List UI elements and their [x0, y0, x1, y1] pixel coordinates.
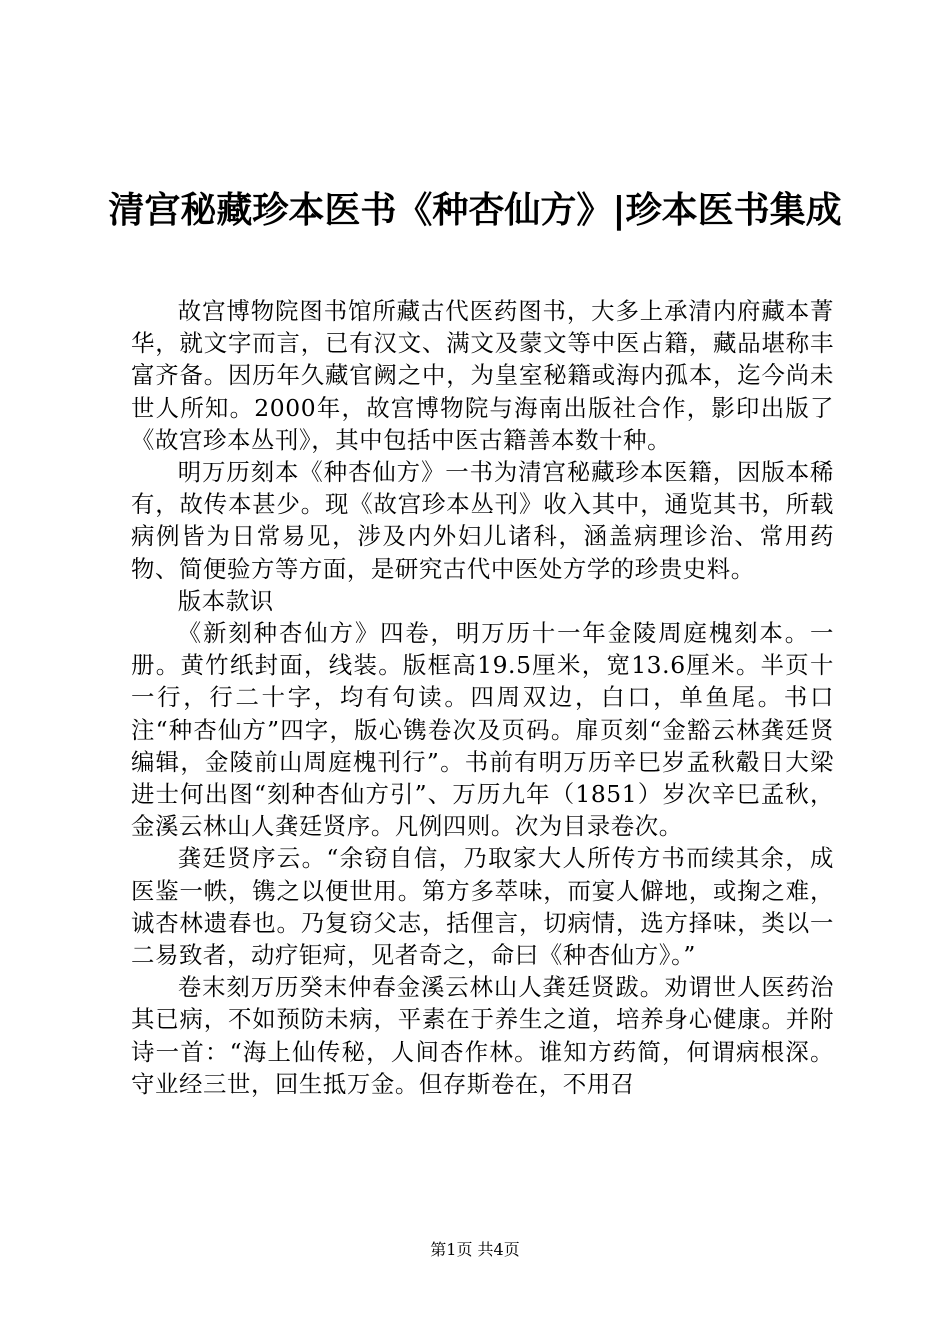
paragraph-postscript: 卷末刻万历癸末仲春金溪云林山人龚廷贤跋。劝谓世人医药治其已病，不如预防未病，平素在于养生之道，培养身心健康。并附诗一首：“海上仙传秘，人间杏作林。谁知方药简，何谓病根深。守业经三世，回生抵万金。但存斯卷在，不用召: [131, 973, 834, 1098]
paragraph-edition: 《新刻种杏仙方》四卷，明万历十一年金陵周庭槐刻本。一册。黄竹纸封面，线装。版框高19.5厘米，宽13.6厘米。半页十一行，行二十字，均有句读。四周双边，白口，单鱼尾。书口注“种杏仙方”四字，版心镌卷次及页码。扉页刻“金豁云林龚廷贤编辑，金陵前山周庭槐刊行”。书前有明万历辛巳岁孟秋觳日大梁进士何出图“刻种杏仙方引”、万历九年（1851）岁次辛巳孟秋，金溪云林山人龚廷贤序。凡例四则。次为目录卷次。: [131, 619, 834, 841]
paragraph-preface: 龚廷贤序云。“余窃自信，乃取家大人所传方书而续其余，成医鉴一帙，镌之以便世用。第方多萃味，而宴人僻地，或掬之难，诚杏林遗春也。乃复窃父志，括俚言，切病情，选方择味，类以一二易致者，动疗钜疴，见者奇之，命曰《种杏仙方》。”: [131, 844, 834, 970]
paragraph-overview: 明万历刻本《种杏仙方》一书为清宫秘藏珍本医籍，因版本稀有，故传本甚少。现《故宫珍本丛刊》收入其中，通览其书，所载病例皆为日常易见，涉及内外妇儿诸科，涵盖病理诊治、常用药物、简便验方等方面，是研究古代中医处方学的珍贵史料。: [131, 458, 834, 583]
paragraph-intro: 故宫博物院图书馆所藏古代医药图书，大多上承清内府藏本菁华，就文字而言，已有汉文、满文及蒙文等中医占籍，藏品堪称丰富齐备。因历年久藏官阙之中，为皇室秘籍或海内孤本，迄今尚未世人所知。2000年，故宫博物院与海南出版社合作，影印出版了《故宫珍本丛刊》，其中包括中医古籍善本数十种。: [131, 297, 834, 454]
page-number: 第1页 共4页: [430, 1240, 520, 1259]
document-title: 清宫秘藏珍本医书《种杏仙方》|珍本医书集成: [108, 190, 842, 231]
section-heading: 版本款识: [177, 586, 274, 615]
document-body: [131, 295, 834, 1100]
